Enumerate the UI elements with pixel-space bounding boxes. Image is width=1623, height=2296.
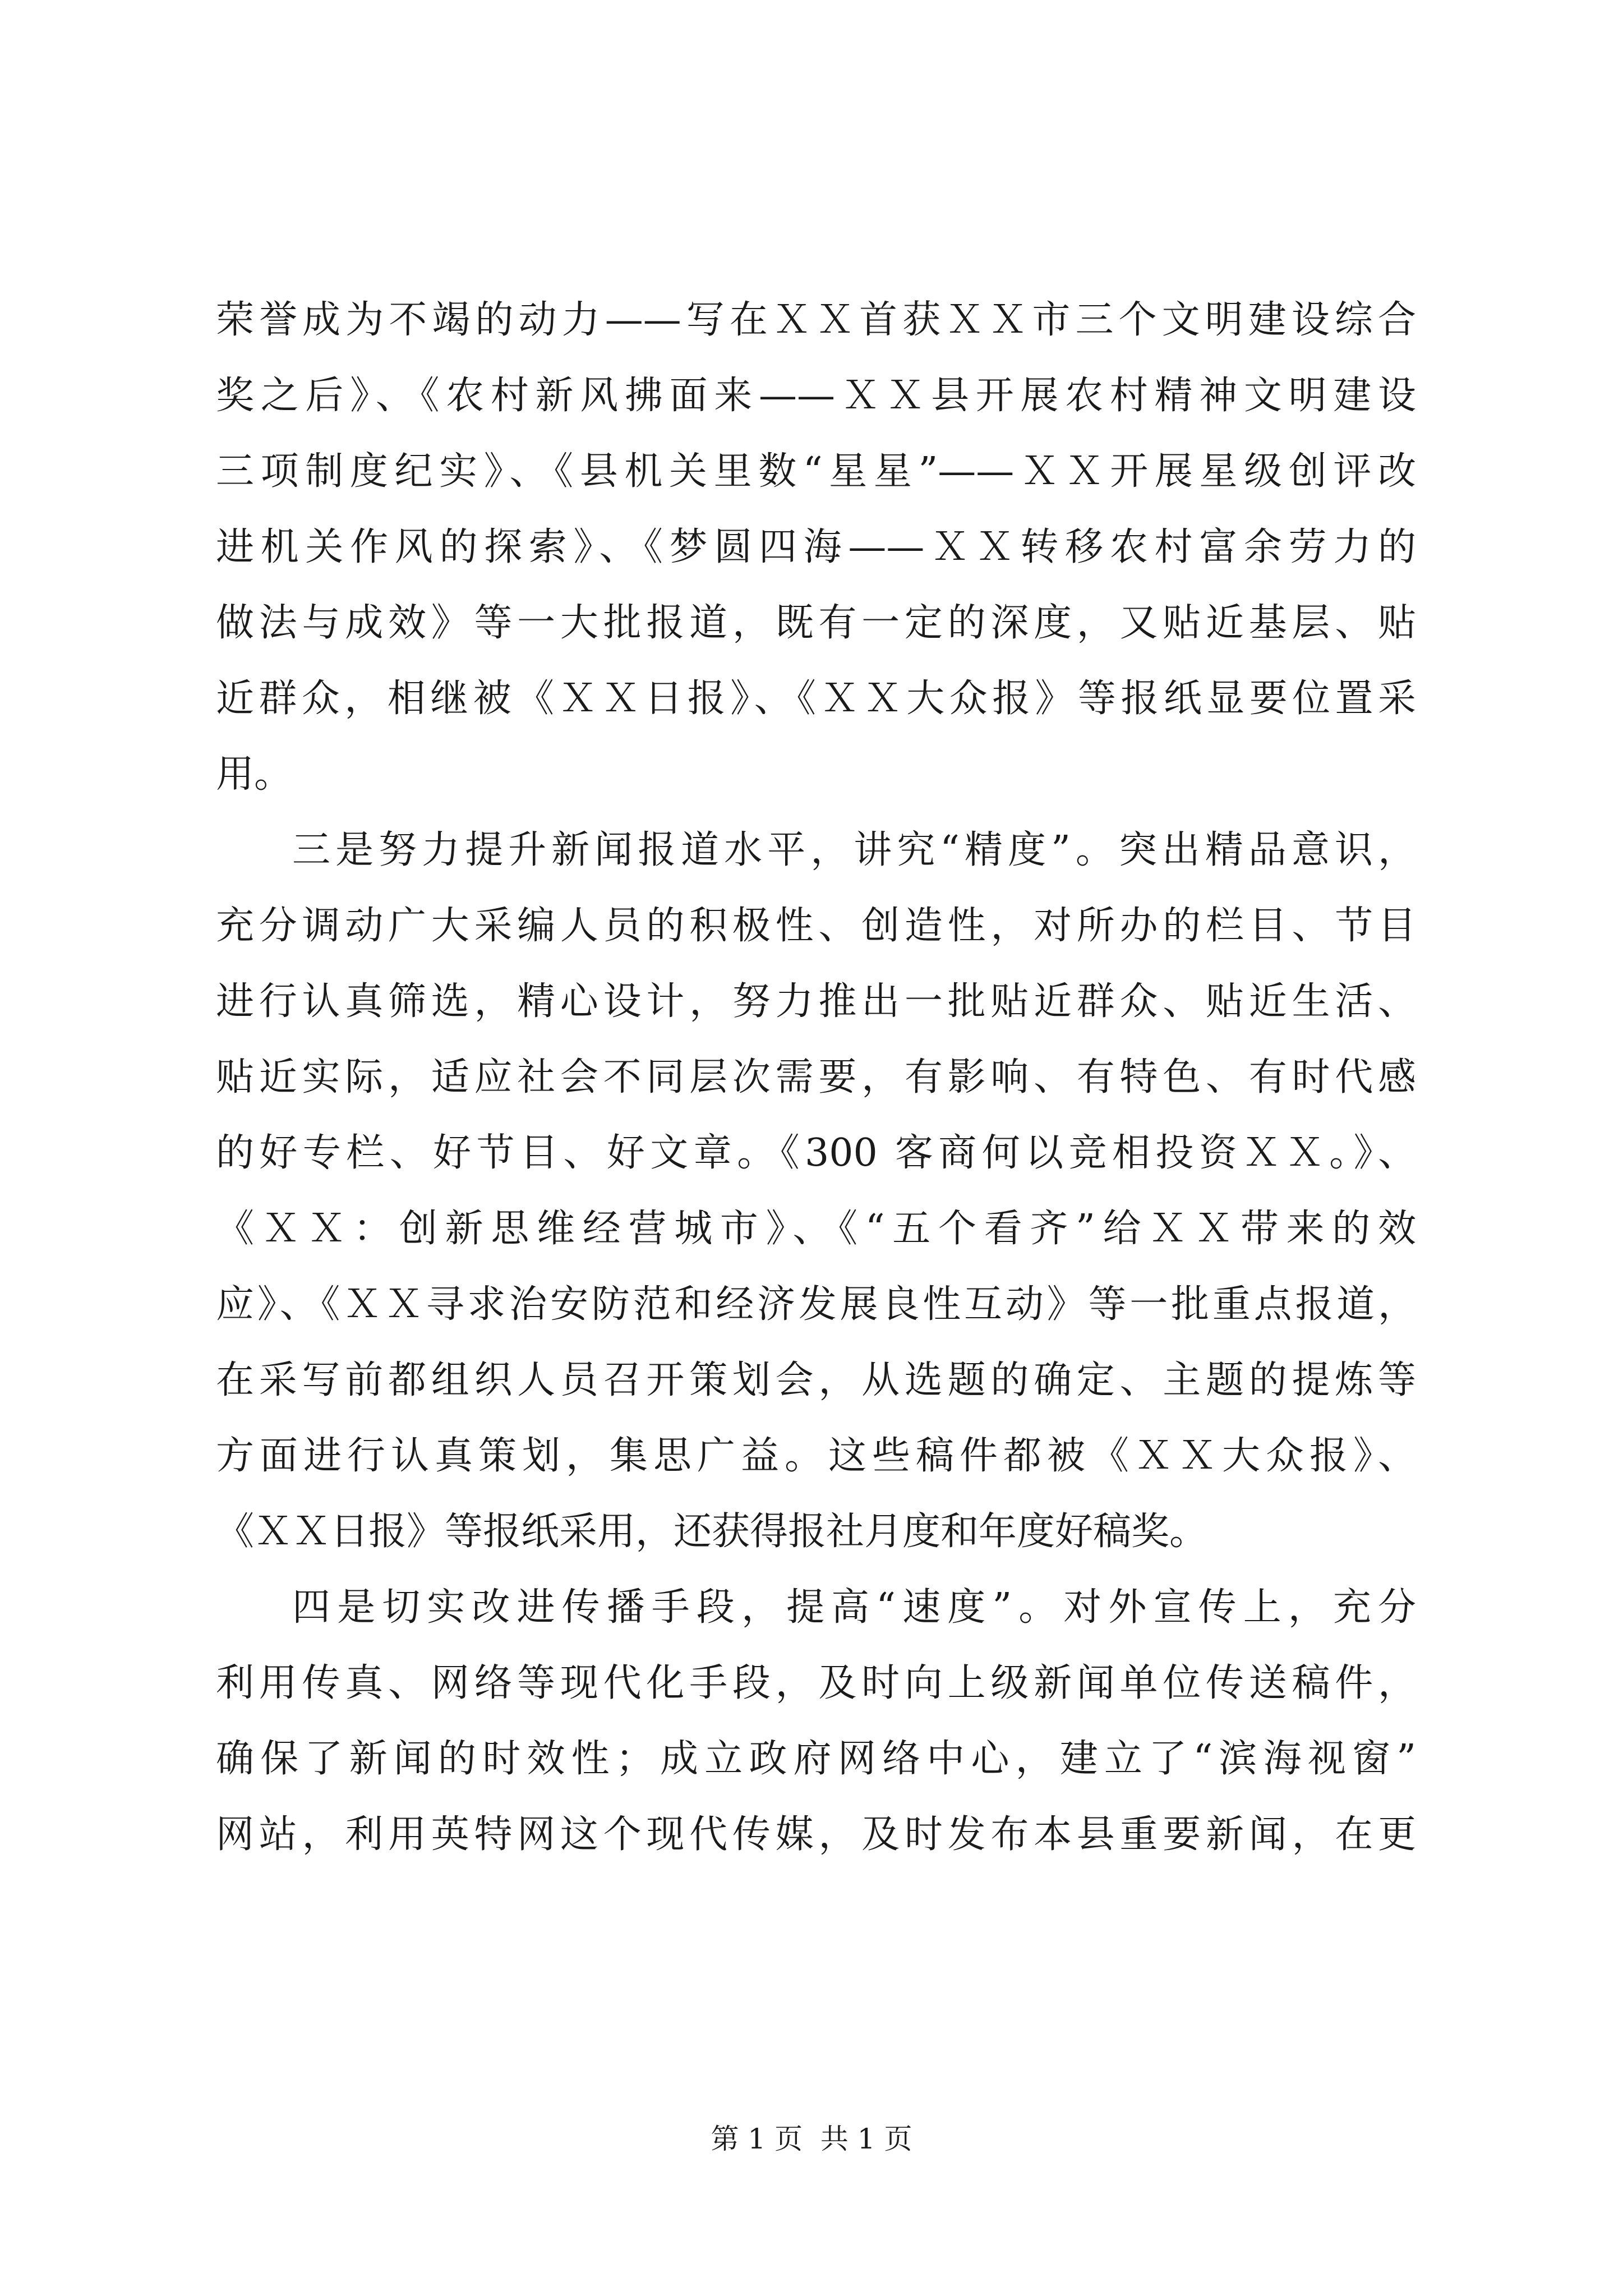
text-line: 三项制度纪实》、《县机关里数“星星”——ＸＸ开展星级创评改 xyxy=(216,449,1416,494)
text-line: 充分调动广大采编人员的积极性、创造性，对所办的栏目、节目 xyxy=(216,904,1416,948)
text-line: 近群众，相继被《ＸＸ日报》、《ＸＸ大众报》等报纸显要位置采 xyxy=(216,677,1416,721)
page-number-label: 第 1 页 共 1 页 xyxy=(711,2123,912,2155)
paragraph-start-line: 四是切实改进传播手段，提高“速度”。对外宣传上，充分 xyxy=(292,1585,1416,1630)
text-line: 进行认真筛选，精心设计，努力推出一批贴近群众、贴近生活、 xyxy=(216,979,1416,1024)
document-body xyxy=(216,282,1416,1872)
text-line: 做法与成效》等一大批报道，既有一定的深度，又贴近基层、贴 xyxy=(216,601,1416,645)
text-line: 用。 xyxy=(216,752,293,797)
text-line: 贴近实际，适应社会不同层次需要，有影响、有特色、有时代感 xyxy=(216,1055,1416,1099)
text-line: 利用传真、网络等现代化手段，及时向上级新闻单位传送稿件， xyxy=(216,1661,1416,1705)
text-line: 进机关作风的探索》、《梦圆四海——ＸＸ转移农村富余劳力的 xyxy=(216,525,1416,569)
text-line: 奖之后》、《农村新风拂面来——ＸＸ县开展农村精神文明建设 xyxy=(216,374,1416,418)
text-line: 《ＸＸ日报》等报纸采用，还获得报社月度和年度好稿奖。 xyxy=(216,1510,1208,1554)
text-line: 确保了新闻的时效性；成立政府网络中心，建立了“滨海视窗” xyxy=(216,1737,1416,1781)
text-line: 网站，利用英特网这个现代传媒，及时发布本县重要新闻，在更 xyxy=(216,1812,1416,1857)
text-line: 荣誉成为不竭的动力——写在ＸＸ首获ＸＸ市三个文明建设综合 xyxy=(216,298,1416,342)
text-line: 的好专栏、好节目、好文章。《300 客商何以竞相投资ＸＸ。》、 xyxy=(216,1131,1416,1175)
text-line: 应》、《ＸＸ寻求治安防范和经济发展良性互动》等一批重点报道， xyxy=(216,1282,1416,1327)
paragraph-start-line: 三是努力提升新闻报道水平，讲究“精度”。突出精品意识， xyxy=(292,828,1416,872)
text-line: 在采写前都组织人员召开策划会，从选题的确定、主题的提炼等 xyxy=(216,1358,1416,1402)
text-line: 方面进行认真策划，集思广益。这些稿件都被《ＸＸ大众报》、 xyxy=(216,1434,1416,1478)
text-line: 《ＸＸ：创新思维经营城市》、《“五个看齐”给ＸＸ带来的效 xyxy=(216,1207,1416,1251)
page-footer xyxy=(0,2119,1623,2159)
